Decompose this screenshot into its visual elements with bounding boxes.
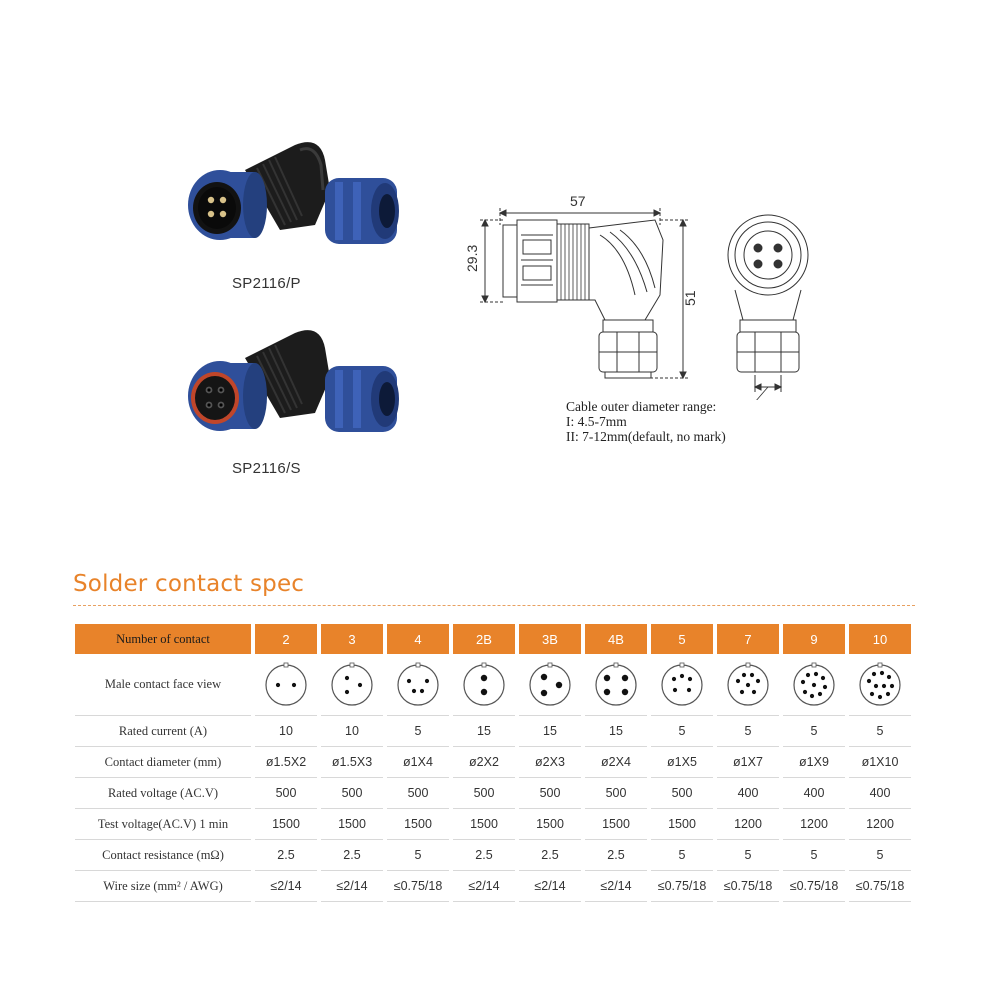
table-cell: 500 bbox=[651, 778, 713, 809]
contact-pin bbox=[688, 676, 692, 680]
contact-pin bbox=[407, 678, 411, 682]
key-notch bbox=[878, 663, 882, 667]
face-outline bbox=[530, 665, 570, 705]
contact-pin bbox=[541, 673, 547, 679]
face-view-cell bbox=[519, 654, 581, 716]
contact-pin bbox=[752, 689, 756, 693]
table-cell: 400 bbox=[783, 778, 845, 809]
row-label: Wire size (mm² / AWG) bbox=[75, 871, 251, 902]
table-cell: 5 bbox=[783, 716, 845, 747]
contact-pin bbox=[886, 691, 890, 695]
contact-pin bbox=[810, 693, 814, 697]
product-photo-female bbox=[175, 318, 415, 453]
table-cell: 2.5 bbox=[585, 840, 647, 871]
contact-face-icon bbox=[857, 662, 903, 708]
table-cell: 1200 bbox=[849, 809, 911, 840]
table-cell: 500 bbox=[519, 778, 581, 809]
table-cell: ≤2/14 bbox=[453, 871, 515, 902]
contact-pin bbox=[870, 691, 874, 695]
face-view-cell bbox=[783, 654, 845, 716]
dim-height: 29.3 bbox=[464, 244, 480, 272]
cable-diameter-note bbox=[566, 399, 726, 444]
spec-table bbox=[71, 624, 915, 902]
contact-pin bbox=[803, 689, 807, 693]
face-view-cell bbox=[849, 654, 911, 716]
table-cell: ø1X4 bbox=[387, 747, 449, 778]
face-view-cell bbox=[453, 654, 515, 716]
table-cell: 1500 bbox=[585, 809, 647, 840]
table-cell: 500 bbox=[255, 778, 317, 809]
key-notch bbox=[812, 663, 816, 667]
table-cell: ø1X9 bbox=[783, 747, 845, 778]
note-line: Cable outer diameter range: bbox=[566, 399, 717, 414]
table-cell: ≤2/14 bbox=[321, 871, 383, 902]
face-view-cell bbox=[387, 654, 449, 716]
contact-pin bbox=[358, 682, 362, 686]
product-label-female: SP2116/S bbox=[232, 460, 301, 477]
face-view-cell bbox=[651, 654, 713, 716]
table-row bbox=[75, 778, 911, 809]
table-cell: 1200 bbox=[717, 809, 779, 840]
table-cell: 5 bbox=[651, 716, 713, 747]
row-label: Rated current (A) bbox=[75, 716, 251, 747]
contact-pin bbox=[801, 679, 805, 683]
contact-pin bbox=[746, 682, 750, 686]
table-cell: 1500 bbox=[651, 809, 713, 840]
table-cell: 400 bbox=[717, 778, 779, 809]
dim-length: 51 bbox=[682, 290, 698, 306]
contact-pin bbox=[818, 691, 822, 695]
face-outline bbox=[332, 665, 372, 705]
contact-face-icon bbox=[395, 662, 441, 708]
key-notch bbox=[548, 663, 552, 667]
section-title: Solder contact spec bbox=[73, 571, 305, 597]
face-outline bbox=[464, 665, 504, 705]
table-cell: ø1X10 bbox=[849, 747, 911, 778]
table-cell: 10 bbox=[321, 716, 383, 747]
table-row bbox=[75, 840, 911, 871]
column-header: 3 bbox=[321, 624, 383, 654]
column-header: 4 bbox=[387, 624, 449, 654]
contact-face-icon bbox=[527, 662, 573, 708]
table-cell: 5 bbox=[783, 840, 845, 871]
contact-pin bbox=[687, 687, 691, 691]
contact-pin bbox=[882, 683, 886, 687]
row-label: Test voltage(AC.V) 1 min bbox=[75, 809, 251, 840]
table-cell: ≤0.75/18 bbox=[651, 871, 713, 902]
contact-pin bbox=[890, 683, 894, 687]
column-header: 7 bbox=[717, 624, 779, 654]
contact-pin bbox=[880, 670, 884, 674]
table-cell: 15 bbox=[453, 716, 515, 747]
table-cell: 1500 bbox=[519, 809, 581, 840]
header-label: Number of contact bbox=[75, 624, 251, 654]
note-line: II: 7-12mm(default, no mark) bbox=[566, 429, 726, 444]
table-cell: 5 bbox=[651, 840, 713, 871]
table-cell: 1500 bbox=[453, 809, 515, 840]
contact-pin bbox=[878, 694, 882, 698]
contact-face-icon bbox=[659, 662, 705, 708]
table-cell: ≤0.75/18 bbox=[387, 871, 449, 902]
product-photo-male bbox=[175, 130, 415, 265]
note-line: I: 4.5-7mm bbox=[566, 414, 627, 429]
table-cell: ≤0.75/18 bbox=[717, 871, 779, 902]
table-cell: 2.5 bbox=[255, 840, 317, 871]
contact-pin bbox=[736, 678, 740, 682]
contact-pin bbox=[622, 674, 628, 680]
column-header: 5 bbox=[651, 624, 713, 654]
table-cell: 1500 bbox=[255, 809, 317, 840]
contact-face-icon bbox=[329, 662, 375, 708]
column-header: 9 bbox=[783, 624, 845, 654]
table-cell: ø1.5X3 bbox=[321, 747, 383, 778]
contact-pin bbox=[556, 681, 562, 687]
contact-pin bbox=[292, 682, 296, 686]
table-cell: ≤0.75/18 bbox=[783, 871, 845, 902]
table-cell: 400 bbox=[849, 778, 911, 809]
key-notch bbox=[284, 663, 288, 667]
key-notch bbox=[746, 663, 750, 667]
table-cell: ø2X3 bbox=[519, 747, 581, 778]
column-header: 10 bbox=[849, 624, 911, 654]
table-cell: 15 bbox=[585, 716, 647, 747]
table-cell: ø2X4 bbox=[585, 747, 647, 778]
table-cell: ø1.5X2 bbox=[255, 747, 317, 778]
contact-pin bbox=[604, 688, 610, 694]
key-notch bbox=[482, 663, 486, 667]
face-row-label: Male contact face view bbox=[75, 654, 251, 716]
face-view-cell bbox=[321, 654, 383, 716]
key-notch bbox=[614, 663, 618, 667]
dim-width: 57 bbox=[570, 193, 586, 209]
face-outline bbox=[398, 665, 438, 705]
contact-pin bbox=[742, 672, 746, 676]
column-header: 2 bbox=[255, 624, 317, 654]
face-outline bbox=[266, 665, 306, 705]
face-view-cell bbox=[255, 654, 317, 716]
table-cell: ≤2/14 bbox=[585, 871, 647, 902]
table-cell: 2.5 bbox=[453, 840, 515, 871]
face-outline bbox=[662, 665, 702, 705]
table-cell: 2.5 bbox=[321, 840, 383, 871]
contact-pin bbox=[680, 673, 684, 677]
contact-pin bbox=[420, 688, 424, 692]
row-label: Contact diameter (mm) bbox=[75, 747, 251, 778]
contact-pin bbox=[481, 674, 487, 680]
contact-pin bbox=[541, 689, 547, 695]
face-view-row bbox=[75, 654, 911, 716]
table-cell: ø2X2 bbox=[453, 747, 515, 778]
table-cell: ø1X5 bbox=[651, 747, 713, 778]
table-cell: 2.5 bbox=[519, 840, 581, 871]
contact-pin bbox=[345, 675, 349, 679]
table-cell: 500 bbox=[585, 778, 647, 809]
table-cell: 15 bbox=[519, 716, 581, 747]
table-cell: 5 bbox=[717, 716, 779, 747]
table-row bbox=[75, 716, 911, 747]
contact-pin bbox=[622, 688, 628, 694]
table-cell: 1500 bbox=[321, 809, 383, 840]
contact-pin bbox=[887, 674, 891, 678]
table-cell: 5 bbox=[849, 716, 911, 747]
face-view-cell bbox=[717, 654, 779, 716]
contact-pin bbox=[481, 688, 487, 694]
key-notch bbox=[350, 663, 354, 667]
column-header: 2B bbox=[453, 624, 515, 654]
contact-pin bbox=[814, 671, 818, 675]
table-row bbox=[75, 809, 911, 840]
contact-face-icon bbox=[593, 662, 639, 708]
contact-pin bbox=[425, 678, 429, 682]
contact-pin bbox=[673, 687, 677, 691]
key-notch bbox=[680, 663, 684, 667]
table-cell: 500 bbox=[453, 778, 515, 809]
table-cell: 5 bbox=[387, 716, 449, 747]
contact-pin bbox=[412, 688, 416, 692]
contact-pin bbox=[823, 684, 827, 688]
table-header-row bbox=[75, 624, 911, 654]
dimension-drawing bbox=[455, 180, 815, 400]
row-label: Rated voltage (AC.V) bbox=[75, 778, 251, 809]
contact-pin bbox=[806, 672, 810, 676]
contact-pin bbox=[872, 671, 876, 675]
contact-face-icon bbox=[791, 662, 837, 708]
table-cell: ≤0.75/18 bbox=[849, 871, 911, 902]
contact-pin bbox=[756, 678, 760, 682]
contact-pin bbox=[874, 683, 878, 687]
contact-pin bbox=[740, 689, 744, 693]
table-row bbox=[75, 747, 911, 778]
contact-pin bbox=[821, 675, 825, 679]
row-label: Contact resistance (mΩ) bbox=[75, 840, 251, 871]
contact-pin bbox=[604, 674, 610, 680]
contact-pin bbox=[867, 678, 871, 682]
contact-face-icon bbox=[263, 662, 309, 708]
contact-pin bbox=[276, 682, 280, 686]
contact-pin bbox=[812, 682, 816, 686]
column-header: 4B bbox=[585, 624, 647, 654]
table-cell: ≤2/14 bbox=[519, 871, 581, 902]
table-cell: 5 bbox=[387, 840, 449, 871]
table-cell: 5 bbox=[849, 840, 911, 871]
contact-pin bbox=[672, 676, 676, 680]
table-cell: 10 bbox=[255, 716, 317, 747]
title-divider bbox=[73, 605, 915, 606]
table-cell: 500 bbox=[321, 778, 383, 809]
table-cell: ≤2/14 bbox=[255, 871, 317, 902]
contact-pin bbox=[750, 672, 754, 676]
table-cell: 1500 bbox=[387, 809, 449, 840]
table-cell: ø1X7 bbox=[717, 747, 779, 778]
face-outline bbox=[596, 665, 636, 705]
product-label-male: SP2116/P bbox=[232, 275, 301, 292]
contact-face-icon bbox=[461, 662, 507, 708]
contact-face-icon bbox=[725, 662, 771, 708]
table-row bbox=[75, 871, 911, 902]
table-cell: 1200 bbox=[783, 809, 845, 840]
column-header: 3B bbox=[519, 624, 581, 654]
table-cell: 500 bbox=[387, 778, 449, 809]
table-cell: 5 bbox=[717, 840, 779, 871]
key-notch bbox=[416, 663, 420, 667]
contact-pin bbox=[345, 689, 349, 693]
face-view-cell bbox=[585, 654, 647, 716]
